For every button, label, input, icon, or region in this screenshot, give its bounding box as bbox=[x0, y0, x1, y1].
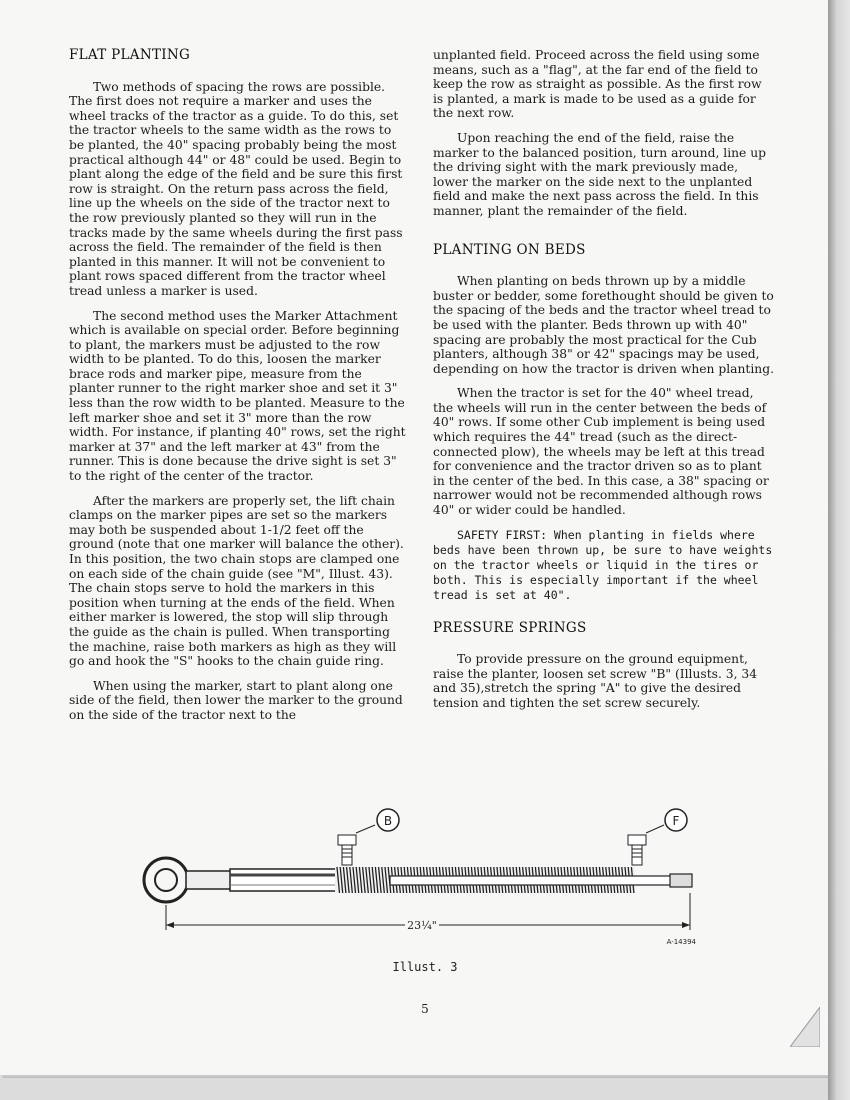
heading-pressure-springs: PRESSURE SPRINGS bbox=[433, 619, 587, 636]
safety-note: SAFETY FIRST: When planting in fields where beds have been thrown up, be sure to have weights on the tractor wheels or liquid in the tires or both. This is especially important if the wheel tread is set at 40". bbox=[433, 527, 773, 602]
page-edge bbox=[828, 0, 850, 1100]
figure-ref: A-14394 bbox=[666, 938, 696, 946]
paragraph: After the markers are properly set, the lift chain clamps on the marker pipes are set so the markers may both be suspended about 1-1/2 feet off the ground (note that one marker will balance the other). In this position, the two chain stops are clamped one on each side of the chain guide (see "M", Illust. 43). The chain stops serve to hold the markers in this position when turning at the ends of the field. When either marker is lowered, the stop will slip through the guide as the chain is pulled. When transporting the machine, raise both markers as high as they will go and hook the "S" hooks to the chain guide ring. bbox=[69, 493, 404, 669]
paragraph: The second method uses the Marker Attachment which is available on special order. Before beginning to plant, the markers must be adjusted to the row width to be planted. To do this, loosen the marker brace rods and marker pipe, measure from the planter runner to the right marker shoe and set it 3" less than the row width to be planted. Measure to the left marker shoe and set it 3" more than the row width. For instance, if planting 40" rows, set the right marker at 37" and the left marker at 43" from the runner. This is done because the drive sight is set 3" to the right of the center of the tractor. bbox=[69, 308, 406, 484]
right-column bbox=[433, 48, 775, 721]
left-column bbox=[69, 48, 407, 733]
paragraph: unplanted field. Proceed across the field using some means, such as a "flag", at the far end of the field to keep the row as straight as possible. As the first row is planted, a mark is made to be used as a guide for the next row. bbox=[433, 48, 762, 121]
heading-flat-planting: FLAT PLANTING bbox=[69, 47, 191, 63]
paragraph: When planting on beds thrown up by a middle buster or bedder, some forethought should be given to the spacing of the beds and the tractor wheel tread to be used with the planter. Beds thrown up with 40" spacing are probably the most practical for the Cub planters, although 38" or 42" spacings may be used, depending on how the tractor is driven when planting. bbox=[433, 274, 774, 376]
paragraph: Two methods of spacing the rows are possible. The first does not require a marker and uses the wheel tracks of the tractor as a guide. To do this, set the tractor wheels to the same width as the rows to be planted, the 40" spacing probably being the most practical although 44" or 48" could be used. Begin to plant along the edge of the field and be sure this first row is straight. On the return pass across the field, line up the wheels on the side of the tractor next to the row previously planted so they will run in the tracks made by the same wheels during the first pass across the field. The remainder of the field is then planted in this manner. It will not be convenient to plant rows spaced different from the tractor wheel tread unless a marker is used. bbox=[69, 79, 403, 298]
eye-ring bbox=[144, 858, 188, 902]
rod bbox=[390, 876, 672, 885]
set-screw-f bbox=[628, 835, 646, 865]
dimension-label: 23¼" bbox=[407, 919, 437, 932]
label-f: F bbox=[672, 814, 680, 828]
label-b: B bbox=[383, 814, 393, 828]
paragraph: When using the marker, start to plant along one side of the field, then lower the marker to the ground on the side of the tractor next to the bbox=[69, 678, 403, 722]
paragraph: Upon reaching the end of the field, raise the marker to the balanced position, turn around, line up the driving sight with the mark previously made, lower the marker on the side next to the unplanted field and make the next pass across the field. In this manner, plant the remainder of the field. bbox=[433, 130, 767, 218]
page-fold bbox=[790, 1007, 820, 1047]
paragraph: To provide pressure on the ground equipment, raise the planter, loosen set screw "B" (Illusts. 3, 34 and 35),stretch the spring "A" to give the desired tension and tighten the set screw securely. bbox=[433, 652, 758, 710]
set-screw-b bbox=[338, 835, 356, 865]
spring-illustration bbox=[140, 805, 700, 965]
heading-planting-on-beds: PLANTING ON BEDS bbox=[433, 241, 586, 258]
paragraph: When the tractor is set for the 40" wheel tread, the wheels will run in the center between the beds of 40" rows. If some other Cub implement is being used which requires the 44" tread (such as the direct-connected plow), the wheels may be left at this tread for convenience and the tractor driven so as to plant in the center of the bed. In this case, a 38" spacing or narrower would not be recommended although rows 40" or wider could be handled. bbox=[433, 386, 769, 518]
page-number: 5 bbox=[421, 1002, 429, 1016]
figure-caption: Illust. 3 bbox=[392, 960, 458, 974]
